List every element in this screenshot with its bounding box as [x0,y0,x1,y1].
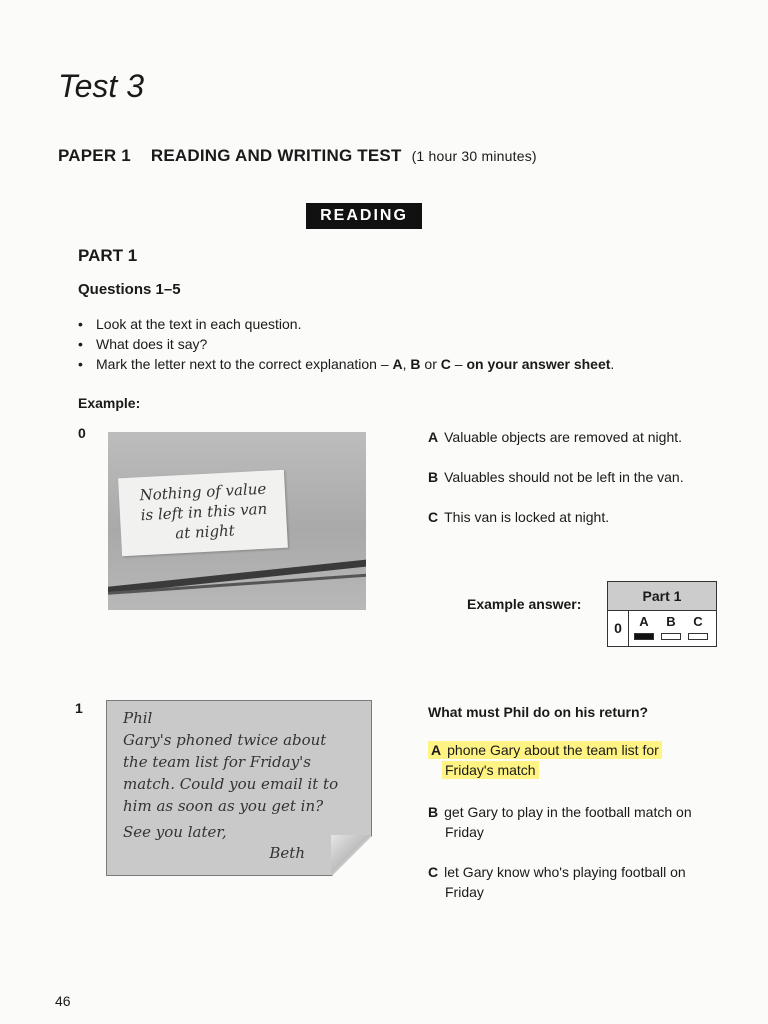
example-answer-label: Example answer: [467,596,582,612]
instruction-text: or [420,356,441,372]
option-text: get Gary to play in the football match on [444,804,692,820]
instruction-text: Mark the letter next to the correct explanation – [96,356,393,372]
option-text: Valuables should not be left in the van. [444,469,684,485]
answer-row-number: 0 [608,610,629,646]
question-option-b [428,802,728,842]
part-title: PART 1 [78,246,138,265]
instruction-text: . [610,356,615,372]
example-option-c [428,507,609,527]
example-number: 0 [78,425,86,441]
instruction-letter-c: C [440,356,451,372]
paper-duration: (1 hour 30 minutes) [411,148,537,164]
option-text: let Gary know who's playing football on [444,864,686,880]
option-text: phone Gary about the team list for [447,742,659,758]
paper-heading [58,146,537,166]
option-letter: A [431,742,442,758]
answer-sheet-example [607,581,717,647]
van-sign [118,470,288,557]
note-signoff: Beth [269,844,305,862]
note-line: the team list for Friday's [123,753,311,771]
option-letter: B [428,469,439,485]
section-badge-reading: READING [306,203,422,229]
example-option-b [428,467,684,487]
answer-sheet-header: Part 1 [608,582,716,611]
answer-box-c [688,633,708,640]
instruction-letter-a: A [392,356,403,372]
instruction-text: , [402,356,411,372]
answer-letter-a: A [639,614,649,629]
instruction-item: • What does it say? [78,334,614,354]
note-line: match. Could you email it to [123,775,339,793]
question-number: 1 [75,700,83,716]
page-number: 46 [55,993,71,1009]
sign-line: at night [174,521,236,543]
option-text: This van is locked at night. [444,509,610,525]
option-letter: B [428,804,439,820]
sticky-note [106,700,372,876]
option-text: Friday [445,884,484,900]
example-label: Example: [78,395,141,411]
option-text: Valuable objects are removed at night. [444,429,683,445]
instruction-text: – [450,356,467,372]
option-highlight: Friday's match [442,761,539,779]
sign-line: Nothing of value [139,479,267,505]
option-highlight [428,741,662,759]
instruction-letter-b: B [410,356,421,372]
paper-label: PAPER 1 [58,146,131,165]
instruction-item [78,354,614,374]
note-line: See you later, [123,823,227,841]
note-line: him as soon as you get in? [123,797,324,815]
test-title: Test 3 [58,68,144,104]
paper-title: READING AND WRITING TEST [150,146,402,165]
answer-box-a-filled [634,633,654,640]
instructions-list [78,314,614,374]
question-option-a [428,740,728,780]
instruction-emphasis: on your answer sheet [466,356,611,372]
example-sign-photo [108,432,366,610]
sign-line: is left in this van [140,499,268,525]
question-prompt: What must Phil do on his return? [428,704,649,720]
option-text: Friday [445,824,484,840]
question-option-c [428,862,728,902]
option-letter: A [428,429,439,445]
note-line: Gary's phoned twice about [123,731,327,749]
page-curl-fold [331,835,371,875]
instruction-item: • Look at the text in each question. [78,314,614,334]
option-letter: C [428,509,439,525]
answer-box-b [661,633,681,640]
example-option-a [428,427,682,447]
note-line: Phil [123,709,153,727]
questions-range: Questions 1–5 [78,281,181,298]
answer-letter-c: C [693,614,703,629]
option-letter: C [428,864,439,880]
answer-letter-b: B [666,614,676,629]
